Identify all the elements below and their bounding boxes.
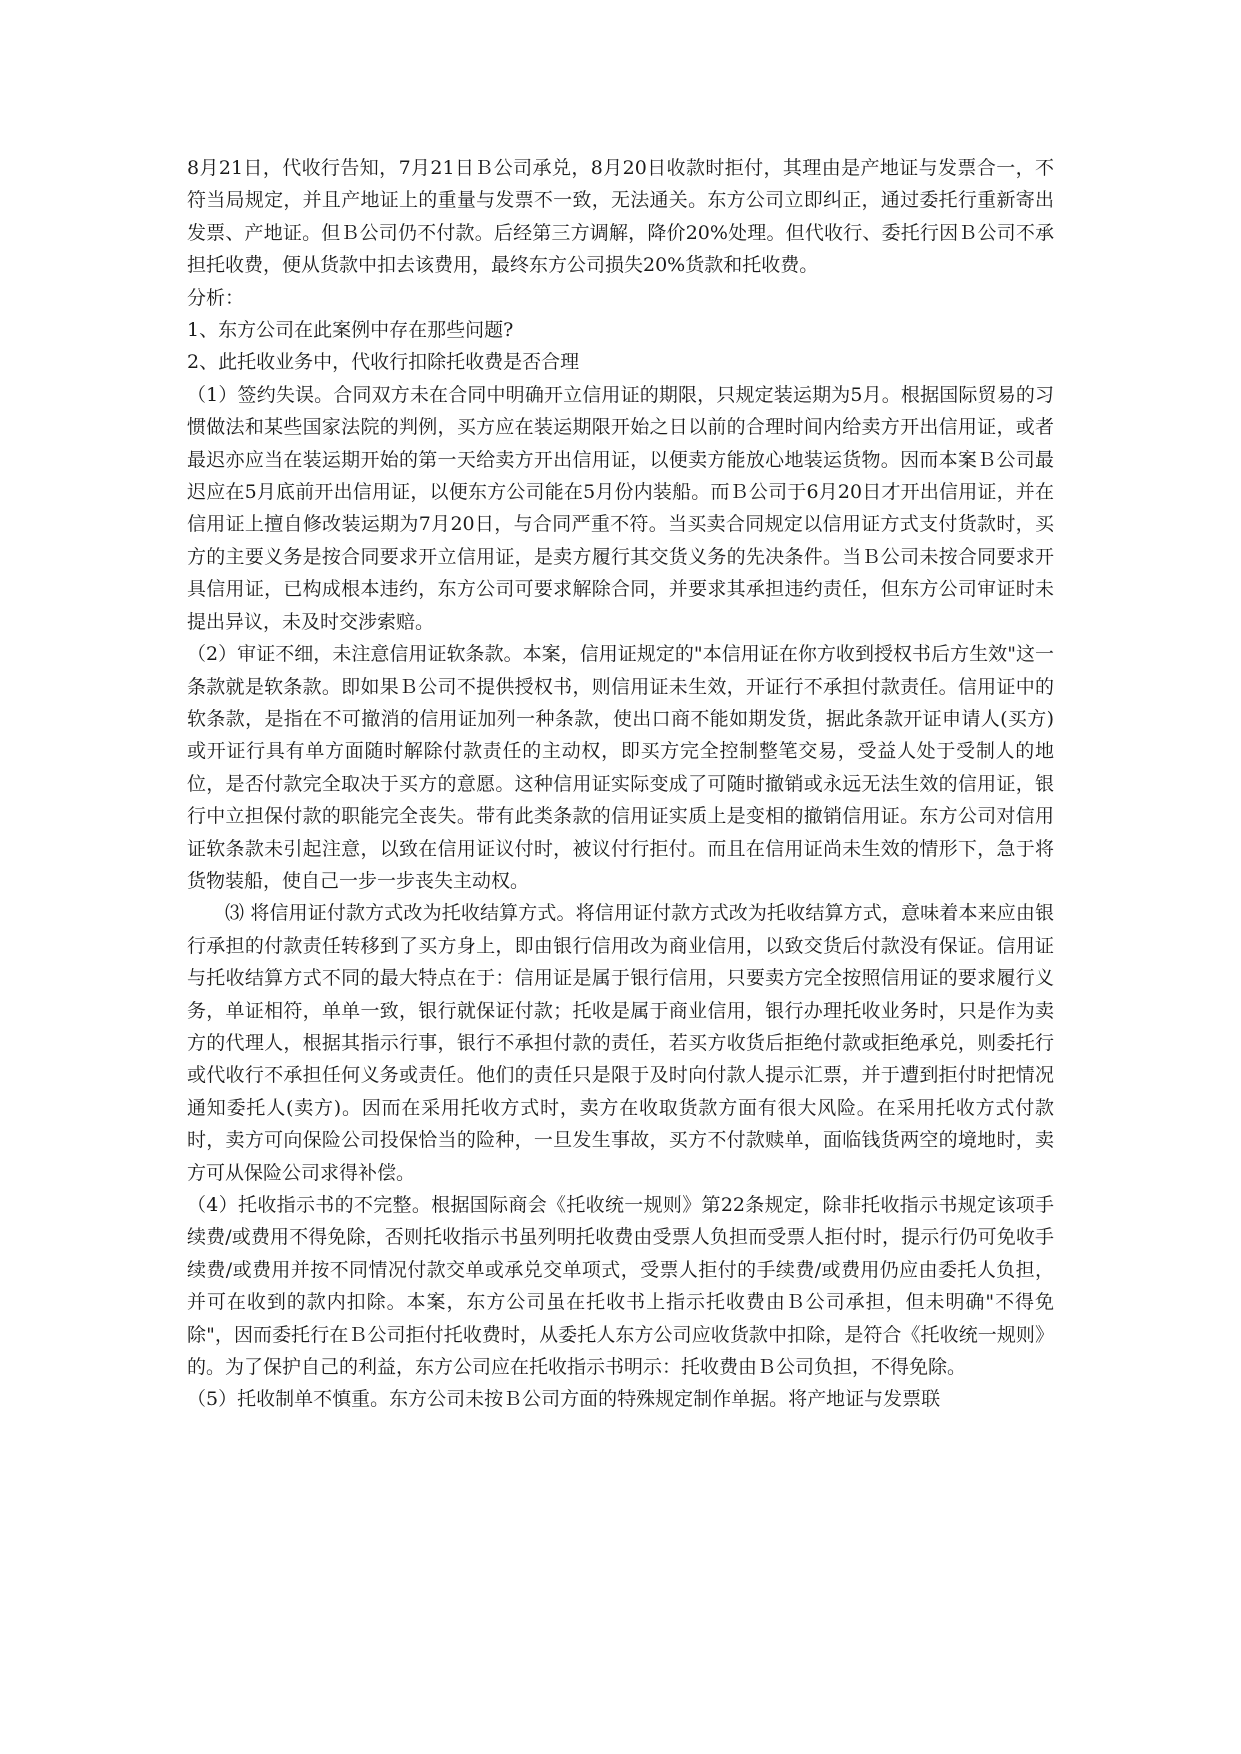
case-narrative-paragraph: 8月21日，代收行告知，7月21日Ｂ公司承兑，8月20日收款时拒付，其理由是产地证与发票合一，不符当局规定，并且产地证上的重量与发票不一致，无法通关。东方公司立即纠正，通过委托行重新寄出发票、产地证。但Ｂ公司仍不付款。后经第三方调解，降价20%处理。但代收行、委托行因Ｂ公司不承担托收费，便从货款中扣去该费用，最终东方公司损失20%货款和托收费。 [187, 157, 1054, 277]
analysis-point-3: ⑶ 将信用证付款方式改为托收结算方式。将信用证付款方式改为托收结算方式，意味着本来应由银行承担的付款责任转移到了买方身上，即由银行信用改为商业信用，以致交货后付款没有保证。信用证与托收结算方式不同的最大特点在于：信用证是属于银行信用，只要卖方完全按照信用证的要求履行义务，单证相符，单单一致，银行就保证付款；托收是属于商业信用，银行办理托收业务时，只是作为卖方的代理人，根据其指示行事，银行不承担付款的责任，若买方收货后拒绝付款或拒绝承兑，则委托行或代收行不承担任何义务或责任。他们的责任只是限于及时向付款人提示汇票，并于遭到拒付时把情况通知委托人(卖方)。因而在采用托收方式时，卖方在收取货款方面有很大风险。在采用托收方式付款时，卖方可向保险公司投保恰当的险种，一旦发生事故，买方不付款赎单，面临钱货两空的境地时，卖方可从保险公司求得补偿。 [187, 902, 1054, 1184]
analysis-heading: 分析： [187, 286, 245, 309]
question-1: 1、东方公司在此案例中存在那些问题? [187, 319, 514, 342]
document-body [187, 152, 1054, 1416]
question-2: 2、此托收业务中，代收行扣除托收费是否合理 [187, 351, 580, 374]
analysis-point-4: （4）托收指示书的不完整。根据国际商会《托收统一规则》第22条规定，除非托收指示书规定该项手续费/或费用不得免除，否则托收指示书虽列明托收费由受票人负担而受票人拒付时，提示行仍可免收手续费/或费用并按不同情况付款交单或承兑交单项式，受票人拒付的手续费/或费用仍应由委托人负担，并可在收到的款内扣除。本案，东方公司虽在托收书上指示托收费由Ｂ公司承担，但未明确"不得免除"，因而委托行在Ｂ公司拒付托收费时，从委托人东方公司应收货款中扣除，是符合《托收统一规则》的。为了保护自己的利益，东方公司应在托收指示书明示：托收费由Ｂ公司负担，不得免除。 [187, 1194, 1054, 1379]
analysis-point-5: （5）托收制单不慎重。东方公司未按Ｂ公司方面的特殊规定制作单据。将产地证与发票联 [187, 1388, 941, 1411]
analysis-point-2: （2）审证不细，未注意信用证软条款。本案，信用证规定的"本信用证在你方收到授权书后方生效"这一条款就是软条款。即如果Ｂ公司不提供授权书，则信用证未生效，开证行不承担付款责任。信用证中的软条款，是指在不可撤消的信用证加列一种条款，使出口商不能如期发货，据此条款开证申请人(买方)或开证行具有单方面随时解除付款责任的主动权，即买方完全控制整笔交易，受益人处于受制人的地位，是否付款完全取决于买方的意愿。这种信用证实际变成了可随时撤销或永远无法生效的信用证，银行中立担保付款的职能完全丧失。带有此类条款的信用证实质上是变相的撤销信用证。东方公司对信用证软条款未引起注意，以致在信用证议付时，被议付行拒付。而且在信用证尚未生效的情形下，急于将货物装船，使自己一步一步丧失主动权。 [187, 643, 1054, 892]
analysis-point-1: （1）签约失误。合同双方未在合同中明确开立信用证的期限，只规定装运期为5月。根据国际贸易的习惯做法和某些国家法院的判例，买方应在装运期限开始之日以前的合理时间内给卖方开出信用证，或者最迟亦应当在装运期开始的第一天给卖方开出信用证，以便卖方能放心地装运货物。因而本案Ｂ公司最迟应在5月底前开出信用证，以便东方公司能在5月份内装船。而Ｂ公司于6月20日才开出信用证，并在信用证上擅自修改装运期为7月20日，与合同严重不符。当买卖合同规定以信用证方式支付货款时，买方的主要义务是按合同要求开立信用证，是卖方履行其交货义务的先决条件。当Ｂ公司未按合同要求开具信用证，已构成根本违约，东方公司可要求解除合同，并要求其承担违约责任，但东方公司审证时未提出异议，未及时交涉索赔。 [187, 383, 1054, 633]
